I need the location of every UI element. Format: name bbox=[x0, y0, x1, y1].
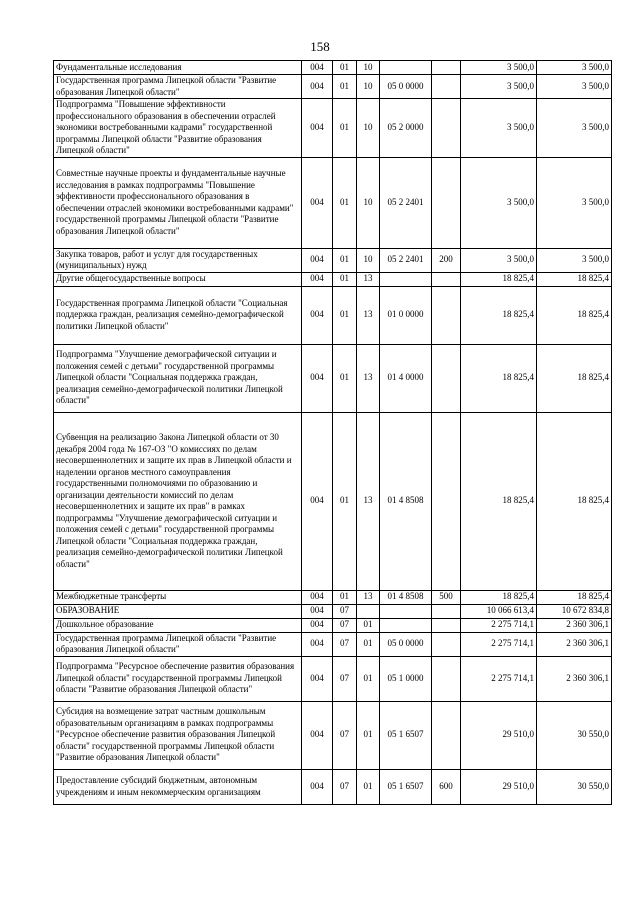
expense-type-code bbox=[432, 157, 461, 248]
section-code: 07 bbox=[333, 632, 357, 656]
amount-year-2: 18 825,4 bbox=[537, 272, 612, 286]
ministry-code: 004 bbox=[302, 701, 333, 769]
amount-year-1: 18 825,4 bbox=[461, 590, 537, 604]
row-description: Подпрограмма "Повышение эффективности профессионального образования в обеспечении отраслей экономики востребованными кадрами" государственной программы Липецкой области "Развитие образования Липецкой области" bbox=[54, 99, 302, 158]
target-article-code: 01 4 8508 bbox=[380, 590, 432, 604]
subsection-code: 01 bbox=[357, 701, 380, 769]
target-article-code: 05 2 0000 bbox=[380, 99, 432, 158]
section-code: 01 bbox=[333, 99, 357, 158]
ministry-code: 004 bbox=[302, 769, 333, 804]
amount-year-1: 3 500,0 bbox=[461, 61, 537, 75]
amount-year-1: 2 275 714,1 bbox=[461, 632, 537, 656]
section-code: 07 bbox=[333, 769, 357, 804]
amount-year-2: 18 825,4 bbox=[537, 590, 612, 604]
amount-year-2: 2 360 306,1 bbox=[537, 656, 612, 701]
amount-year-2: 10 672 834,8 bbox=[537, 604, 612, 618]
ministry-code: 004 bbox=[302, 604, 333, 618]
amount-year-2: 3 500,0 bbox=[537, 248, 612, 272]
table-row bbox=[54, 632, 612, 656]
table-row bbox=[54, 272, 612, 286]
target-article-code: 01 0 0000 bbox=[380, 286, 432, 344]
amount-year-1: 3 500,0 bbox=[461, 75, 537, 99]
target-article-code: 05 0 0000 bbox=[380, 75, 432, 99]
ministry-code: 004 bbox=[302, 590, 333, 604]
ministry-code: 004 bbox=[302, 272, 333, 286]
amount-year-1: 18 825,4 bbox=[461, 286, 537, 344]
amount-year-2: 30 550,0 bbox=[537, 701, 612, 769]
amount-year-2: 3 500,0 bbox=[537, 157, 612, 248]
target-article-code: 01 4 0000 bbox=[380, 344, 432, 412]
ministry-code: 004 bbox=[302, 344, 333, 412]
subsection-code: 13 bbox=[357, 590, 380, 604]
row-description: Совместные научные проекты и фундаментальные научные исследования в рамках подпрограммы "Повышение эффективности профессионального образования в обеспечении отраслей экономики востребованными кадрами" государственной программы Липецкой области "Развитие образования Липецкой области" bbox=[54, 157, 302, 248]
expense-type-code bbox=[432, 286, 461, 344]
row-description: Другие общегосударственные вопросы bbox=[54, 272, 302, 286]
subsection-code: 01 bbox=[357, 632, 380, 656]
expense-type-code bbox=[432, 618, 461, 632]
row-description: Государственная программа Липецкой области "Развитие образования Липецкой области" bbox=[54, 632, 302, 656]
subsection-code: 10 bbox=[357, 157, 380, 248]
ministry-code: 004 bbox=[302, 656, 333, 701]
target-article-code bbox=[380, 618, 432, 632]
subsection-code: 01 bbox=[357, 656, 380, 701]
amount-year-1: 10 066 613,4 bbox=[461, 604, 537, 618]
amount-year-1: 18 825,4 bbox=[461, 412, 537, 590]
table-row bbox=[54, 248, 612, 272]
amount-year-1: 2 275 714,1 bbox=[461, 618, 537, 632]
budget-table bbox=[53, 60, 612, 805]
table-row bbox=[54, 61, 612, 75]
section-code: 01 bbox=[333, 412, 357, 590]
subsection-code: 01 bbox=[357, 618, 380, 632]
subsection-code: 10 bbox=[357, 61, 380, 75]
row-description: Государственная программа Липецкой области "Развитие образования Липецкой области" bbox=[54, 75, 302, 99]
ministry-code: 004 bbox=[302, 99, 333, 158]
amount-year-2: 2 360 306,1 bbox=[537, 618, 612, 632]
target-article-code bbox=[380, 272, 432, 286]
table-row bbox=[54, 701, 612, 769]
subsection-code: 01 bbox=[357, 769, 380, 804]
ministry-code: 004 bbox=[302, 412, 333, 590]
ministry-code: 004 bbox=[302, 61, 333, 75]
ministry-code: 004 bbox=[302, 618, 333, 632]
section-code: 07 bbox=[333, 701, 357, 769]
subsection-code: 10 bbox=[357, 99, 380, 158]
target-article-code bbox=[380, 604, 432, 618]
target-article-code: 05 0 0000 bbox=[380, 632, 432, 656]
table-row bbox=[54, 769, 612, 804]
table-row bbox=[54, 344, 612, 412]
amount-year-2: 3 500,0 bbox=[537, 61, 612, 75]
section-code: 01 bbox=[333, 157, 357, 248]
section-code: 01 bbox=[333, 75, 357, 99]
amount-year-2: 18 825,4 bbox=[537, 412, 612, 590]
expense-type-code bbox=[432, 632, 461, 656]
subsection-code bbox=[357, 604, 380, 618]
section-code: 01 bbox=[333, 248, 357, 272]
row-description: Дошкольное образование bbox=[54, 618, 302, 632]
expense-type-code bbox=[432, 412, 461, 590]
target-article-code: 05 1 6507 bbox=[380, 701, 432, 769]
expense-type-code bbox=[432, 604, 461, 618]
expense-type-code bbox=[432, 656, 461, 701]
section-code: 07 bbox=[333, 604, 357, 618]
ministry-code: 004 bbox=[302, 75, 333, 99]
amount-year-2: 3 500,0 bbox=[537, 75, 612, 99]
expense-type-code: 600 bbox=[432, 769, 461, 804]
section-code: 01 bbox=[333, 61, 357, 75]
expense-type-code bbox=[432, 75, 461, 99]
row-description: Межбюджетные трансферты bbox=[54, 590, 302, 604]
ministry-code: 004 bbox=[302, 248, 333, 272]
amount-year-2: 30 550,0 bbox=[537, 769, 612, 804]
table-row bbox=[54, 286, 612, 344]
row-description: Подпрограмма "Ресурсное обеспечение развития образования Липецкой области" государственной программы Липецкой области "Развитие образования Липецкой области" bbox=[54, 656, 302, 701]
row-description: Субсидия на возмещение затрат частным дошкольным образовательным организациям в рамках подпрограммы "Ресурсное обеспечение развития образования Липецкой области" государственной программы Липецкой области "Развитие образования Липецкой области" bbox=[54, 701, 302, 769]
subsection-code: 13 bbox=[357, 412, 380, 590]
amount-year-1: 3 500,0 bbox=[461, 248, 537, 272]
subsection-code: 13 bbox=[357, 344, 380, 412]
row-description: Фундаментальные исследования bbox=[54, 61, 302, 75]
section-code: 01 bbox=[333, 286, 357, 344]
table-row bbox=[54, 590, 612, 604]
target-article-code: 05 1 6507 bbox=[380, 769, 432, 804]
expense-type-code: 500 bbox=[432, 590, 461, 604]
expense-type-code bbox=[432, 61, 461, 75]
ministry-code: 004 bbox=[302, 632, 333, 656]
ministry-code: 004 bbox=[302, 286, 333, 344]
table-row bbox=[54, 157, 612, 248]
subsection-code: 13 bbox=[357, 286, 380, 344]
row-description: Государственная программа Липецкой области "Социальная поддержка граждан, реализация семейно-демографической политики Липецкой области" bbox=[54, 286, 302, 344]
amount-year-2: 2 360 306,1 bbox=[537, 632, 612, 656]
section-code: 01 bbox=[333, 272, 357, 286]
section-code: 01 bbox=[333, 590, 357, 604]
table-row bbox=[54, 75, 612, 99]
amount-year-1: 18 825,4 bbox=[461, 272, 537, 286]
subsection-code: 10 bbox=[357, 75, 380, 99]
amount-year-2: 3 500,0 bbox=[537, 99, 612, 158]
expense-type-code bbox=[432, 99, 461, 158]
section-code: 07 bbox=[333, 656, 357, 701]
row-description: Предоставление субсидий бюджетным, автономным учреждениям и иным некоммерческим организациям bbox=[54, 769, 302, 804]
target-article-code: 01 4 8508 bbox=[380, 412, 432, 590]
row-description: ОБРАЗОВАНИЕ bbox=[54, 604, 302, 618]
expense-type-code bbox=[432, 344, 461, 412]
amount-year-1: 3 500,0 bbox=[461, 157, 537, 248]
table-row bbox=[54, 618, 612, 632]
amount-year-1: 29 510,0 bbox=[461, 769, 537, 804]
subsection-code: 10 bbox=[357, 248, 380, 272]
table-row bbox=[54, 99, 612, 158]
row-description: Закупка товаров, работ и услуг для государственных (муниципальных) нужд bbox=[54, 248, 302, 272]
subsection-code: 13 bbox=[357, 272, 380, 286]
ministry-code: 004 bbox=[302, 157, 333, 248]
row-description: Подпрограмма "Улучшение демографической ситуации и положения семей с детьми" государственной программы Липецкой области "Социальная поддержка граждан, реализация семейно-демографической политики Липецкой области" bbox=[54, 344, 302, 412]
page-number: 158 bbox=[310, 39, 330, 54]
row-description: Субвенция на реализацию Закона Липецкой области от 30 декабря 2004 года № 167-ОЗ "О комиссиях по делам несовершеннолетних и защите их прав в Липецкой области и наделении органов местного самоуправления государственными полномочиями по образованию и организации деятельности комиссий по делам несовершеннолетних и защите их прав" в рамках подпрограммы "Улучшение демографической ситуации и положения семей с детьми" государственной программы Липецкой области "Социальная поддержка граждан, реализация семейно-демографической политики Липецкой области" bbox=[54, 412, 302, 590]
table-body bbox=[54, 61, 612, 805]
amount-year-2: 18 825,4 bbox=[537, 286, 612, 344]
target-article-code: 05 2 2401 bbox=[380, 157, 432, 248]
amount-year-1: 29 510,0 bbox=[461, 701, 537, 769]
expense-type-code bbox=[432, 701, 461, 769]
section-code: 01 bbox=[333, 344, 357, 412]
table-row bbox=[54, 604, 612, 618]
section-code: 07 bbox=[333, 618, 357, 632]
table-row bbox=[54, 412, 612, 590]
target-article-code bbox=[380, 61, 432, 75]
amount-year-1: 2 275 714,1 bbox=[461, 656, 537, 701]
target-article-code: 05 1 0000 bbox=[380, 656, 432, 701]
table-row bbox=[54, 656, 612, 701]
expense-type-code bbox=[432, 272, 461, 286]
amount-year-1: 18 825,4 bbox=[461, 344, 537, 412]
amount-year-2: 18 825,4 bbox=[537, 344, 612, 412]
target-article-code: 05 2 2401 bbox=[380, 248, 432, 272]
amount-year-1: 3 500,0 bbox=[461, 99, 537, 158]
expense-type-code: 200 bbox=[432, 248, 461, 272]
